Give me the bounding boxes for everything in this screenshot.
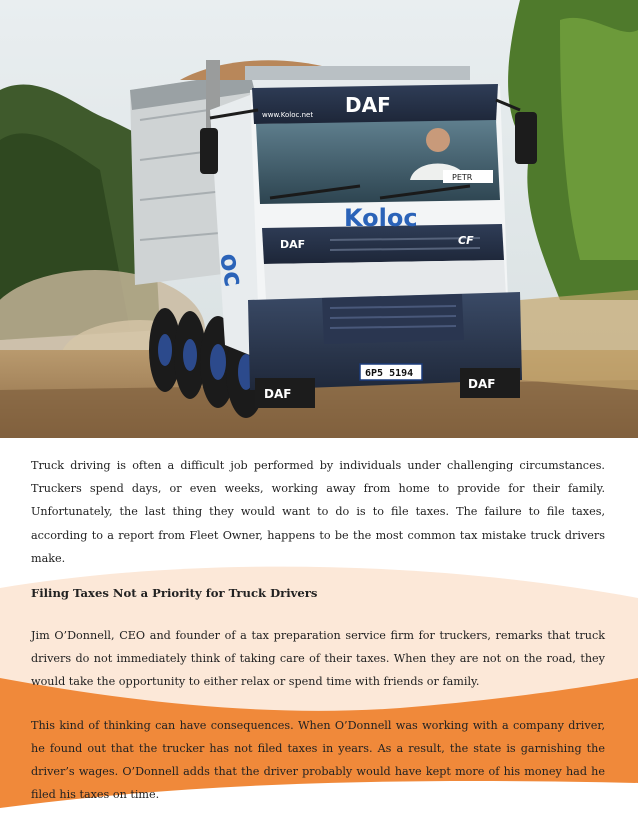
truck-grille-brand: DAF [280,238,306,251]
intro-paragraph: Truck driving is often a difficult job performed by individuals under challenging circumstances. Truckers spend days, or even weeks, working away from home to provide for their family. Unfortunately, the last thing they would want to do is to file taxes. The failure to file taxes, according to a report from Fleet Owner, happens to be the most common tax mistake truck drivers make. [31,459,605,565]
body-paragraph-2: This kind of thinking can have consequences. When O’Donnell was working with a company driver, he found out that the trucker has not filed taxes in years. As a result, the state is garnishing the driver’s wages. O’Donnell adds that the driver probably would have kept more of his money had he filed his taxes on time. [31,718,605,802]
truck-company-name: Koloc [344,204,418,232]
truck-model-badge: CF [458,234,474,247]
article [31,448,605,806]
svg-text:oc: oc [213,251,249,289]
body-paragraph-1: Jim O’Donnell, CEO and founder of a tax preparation service firm for truckers, remarks that truck drivers do not immediately think of taking care of their taxes. When they are not on the road, they would take the opportunity to either relax or spend time with friends or family. [31,629,605,689]
truck-mudflap-right: DAF [468,377,496,391]
truck-license-plate: 6P5 5194 [365,368,414,379]
truck-website: www.Koloc.net [262,111,314,119]
section-heading: Filing Taxes Not a Priority for Truck Drivers [31,586,318,601]
truck-mudflap-left: DAF [264,387,292,401]
truck-name-plate: PETR [452,173,473,182]
truck-roof-brand: DAF [345,93,391,117]
